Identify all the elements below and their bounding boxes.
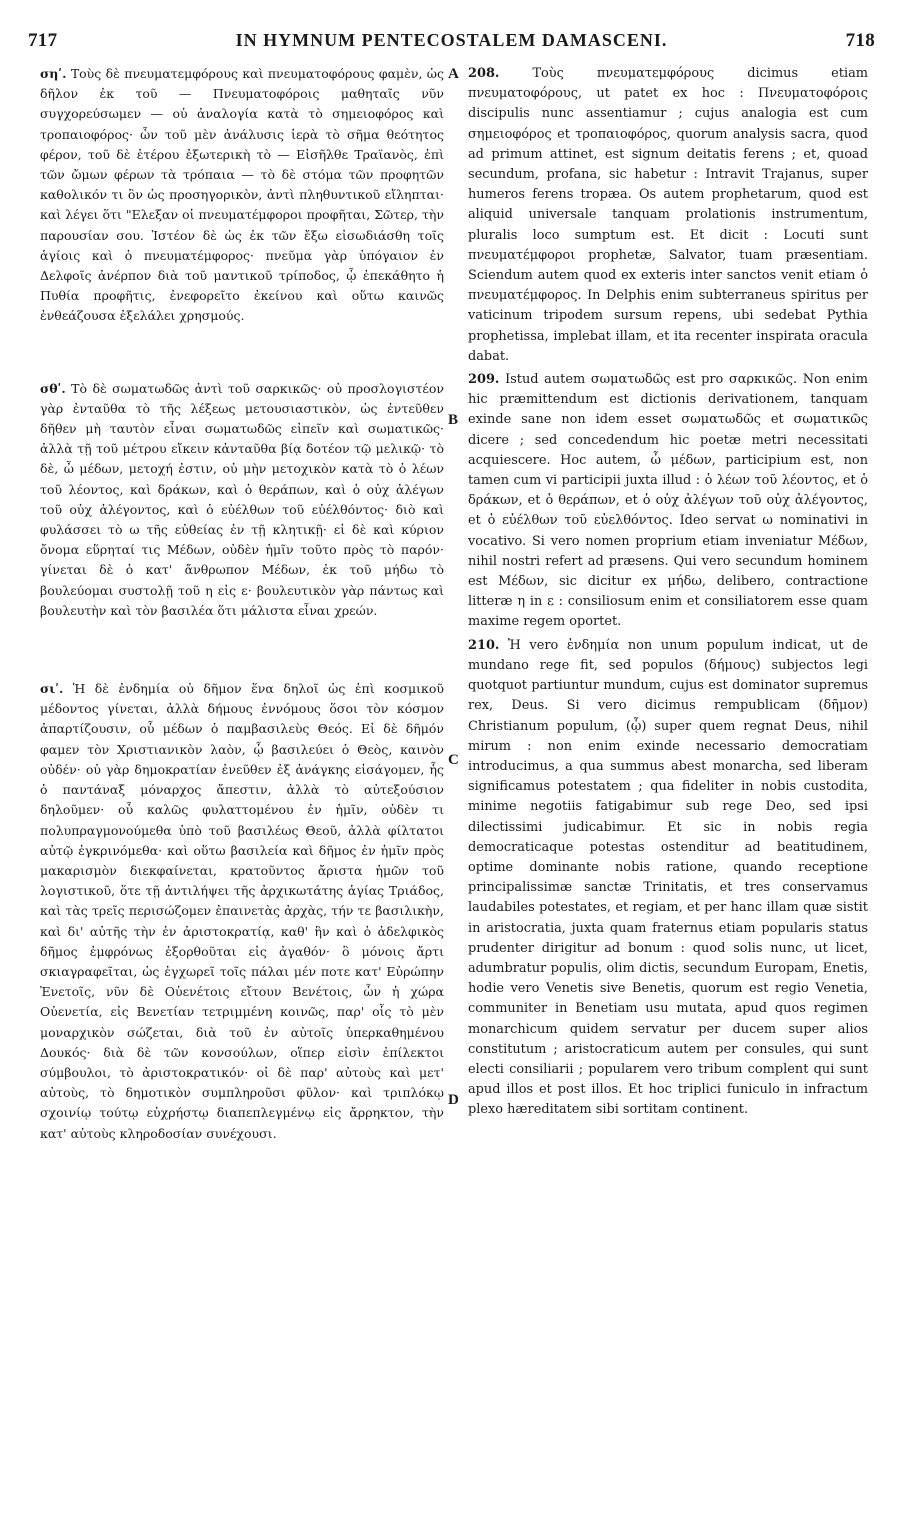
latin-paragraph-208 [468, 64, 868, 367]
latin-section-number: 210. [468, 637, 500, 653]
greek-column [40, 64, 444, 1144]
latin-column [468, 64, 868, 1121]
left-page-number: 717 [28, 30, 58, 51]
margin-marker-b: B [448, 412, 459, 428]
latin-paragraph-210 [468, 636, 868, 1121]
greek-section-number: σθʹ. [40, 380, 66, 396]
running-header [28, 30, 875, 56]
greek-paragraph-209 [40, 379, 444, 621]
greek-paragraph-text: Τὸ δὲ σωματωδῶς ἀντὶ τοῦ σαρκικῶς· οὐ προσλογιστέον γὰρ ἐνταῦθα τὸ τῆς λέξεως μετουσιαστικὸν, ὡς ἐντεῦθεν δῆθεν μὴ ταυτὸν εἶναι σωματωδῶς εἰπεῖν καὶ σωματικῶς· ἀλλὰ τῇ τοῦ μέτρου εἴκειν κἀνταῦθα βίᾳ δοτέον τῷ μελικῷ· τὸ δὲ, ὦ μέδων, μετοχή ἐστιν, οὐ μὴν μετοχικὸν κατὰ τὸ ὁ λέων τοῦ λέοντος, καὶ δράκων, καὶ ὁ θεράπων, καὶ ὁ οὐχ ἀλέγων τοῦ οὐχ ἀλέγοντος, καὶ ὁ εὐέλθων τοῦ εὐέλθόντος· διὸ καὶ φυλάσσει τὸ ω τῆς εὐθείας ἐν τῇ κλητικῇ· εἰ δὲ καὶ κύριον ὄνομα εὕρηταί τις Μέδων, οὐδὲν ἡμῖν τοῦτο πρὸς τὸ παρόν· γίνεται δὲ ὁ κατ' ἄνθρωπον Μέδων, ἐκ τοῦ μήδω τὸ βουλεύομαι συστολῇ τοῦ η εἰς ε· βουλευτικὸν γὰρ πάντως καὶ βουλευτὴν καὶ τὸν βασιλέα ὅτι μάλιστα εἶναι χρεών. [40, 380, 444, 618]
greek-section-number: σηʹ. [40, 66, 67, 81]
greek-paragraph-210 [40, 679, 444, 1144]
margin-marker-d: D [448, 1092, 459, 1108]
greek-paragraph-208 [40, 64, 444, 327]
running-title: IN HYMNUM PENTECOSTALEM DAMASCENI. [235, 30, 668, 50]
latin-paragraph-209 [468, 370, 868, 633]
greek-paragraph-text: Τοὺς δὲ πνευματεμφόρους καὶ πνευματοφόρους φαμὲν, ὡς δῆλον ἐκ τοῦ — Πνευματοφόροις μαθηταῖς νῦν συγχορεύσωμεν — οὐ ἀναλογία κατὰ τὸ σημειοφόρος καὶ τροπαιοφόρος· ὧν τοῦ μὲν ἀνάλυσις ἱερὰ τὸ σῆμα θεότητος φέρον, τοῦ δὲ ἑτέρου ἐξωτερικὴ τὸ — Εἰσῆλθε Τραϊανὸς, ἐπὶ τῶν ὤμων φέρων τὰ τρόπαια — τὸ δὲ στόμα τῶν προφητῶν καθολικόν τι ὂν ὡς προσηγορικὸν, ἀντὶ πληθυντικοῦ εἴληπται· καὶ λέγει ὅτι "Ελεξαν οἱ πνευματέμφοροι προφῆται, Σῶτερ, τὴν παρουσίαν σου. Ἰστέον δὲ ὡς ἐκ τῶν ἔξω εἰσωδιάσθη τοῖς ἁγίοις καὶ ὁ πνευματέμφορος· πνεῦμα γὰρ ὑπόγαιον ἐν Δελφοῖς ἀνέρπον διὰ τοῦ μαντικοῦ τρίποδος, ᾧ ἐπεκάθητο ἡ Πυθία προφῆτις, ἐνεφορεῖτο ἐκείνου καὶ οὕτω καινῶς ἐνθεάζουσα ἐξελάλει χρησμούς. [40, 66, 444, 324]
latin-paragraph-text: Istud autem σωματωδῶς est pro σαρκικῶς. Non enim hic præmittendum est dictionis derivationem, tanquam exinde sane non idem esset σωματωδῶς et σωματικῶς dicere ; sed concedendum hic poetæ metri necessitati acquiescere. Hoc autem, ὦ μέδων, participium est, non tamen cum vi participii juxta illud : ὁ λέων τοῦ λέοντος, et ὁ δράκων, et ὁ θεράπων, et ὁ οὐχ ἀλέγων τοῦ οὐχ ἀλέγοντος, et ὁ εὐέλθων τοῦ εὐελθόντος. Ideo servat ω nominativi in vocativo. Si vero nomen proprium etiam inveniatur Μέδων, nihil nostri refert ad præsens. Qui vero secundum hominem est Μέδων, sic dicitur ex μήδω, delibero, contractione litteræ η in ε : consiliosum enim et consiliatorem esse quam maxime regem oportet. [468, 372, 868, 630]
latin-paragraph-text: Ἡ vero ἐνδημία non unum populum indicat, ut de mundano rege fit, sed populos (δήμους) subjectos legi quotquot partiuntur mundum, cujus est dominator supremus rex, Deus. Si vero dicimus rempublicam (δῆμον) Christianum populum, (ᾧ) super quem regnat Deus, nihil mirum : non enim exinde necessario democratiam introducimus, a qua summus abest monarcha, sed liberam significamus potestatem ; qua fideliter in nobis custodita, minime negotiis fatigabimur sub rege Deo, sed ipsi dilectissimi judicabimur. Et sic in nobis regia democraticaque potestas ostenditur ad beatitudinem, optime dominante nobis ratione, quando receptione principalissimæ sanctæ Trinitatis, et tres conservamus laudabiles potestates, et regiam, et per hanc illam quæ sistit in aristocratia, juxta quam fraternus etiam popularis status prudenter dirigitur ad bonum : quod solis nunc, ut licet, adumbratur populis, olim dictis, secundum Europam, Enetis, hodie vero Venetis sive Benetis, quorum est regio Venetia, communiter in Benetiam usu mutata, apud quos regimen monarchicum quidem servatur per ducem super alios constitutum ; aristocraticum autem per consules, qui sunt electi consiliarii ; popularem vero tribum complent qui sunt apud illos et post illos. Et hoc triplici funiculo in infractum plexo hæreditatem sibi sortitam continent. [468, 637, 868, 1118]
right-page-number: 718 [845, 30, 875, 51]
margin-marker-c: C [448, 752, 459, 768]
latin-paragraph-text: Τοὺς πνευματεμφόρους dicimus etiam πνευματοφόρους, ut patet ex hoc : Πνευματοφόροις discipulis nunc assentiamur ; cujus analogia est cum σημειοφόρος et τροπαιοφόρος, quorum analysis sacra, quod ad primum attinet, est signum deitatis ferens ; et, quoad secundum, profana, sic habetur : Intravit Trajanus, super humeros ferens tropæa. Os autem prophetarum, quod est aliquid universale tanquam prolationis instrumentum, pluralis loco sumptum est. Et dicit : Locuti sunt πνευματέμφοροι prophetæ, Salvator, tuam præsentiam. Sciendum autem quod ex exteris inter sanctos venit etiam ὁ πνευματέμφορος. In Delphis enim subterraneus spiritus per vaticinum tripodem sursum repens, ubi sedebat Pythia prophetissa, implebat illam, et ita recenter inspirata oracula dabat. [468, 66, 868, 364]
latin-section-number: 208. [468, 66, 500, 81]
latin-section-number: 209. [468, 372, 500, 388]
greek-section-number: σιʹ. [40, 681, 64, 697]
margin-marker-a: A [448, 66, 459, 82]
greek-paragraph-text: Ἡ δὲ ἐνδημία οὐ δῆμον ἕνα δηλοῖ ὡς ἐπὶ κοσμικοῦ μέδοντος γίνεται, ἀλλὰ δήμους ἐννόμους ὅσοι τὸν κόσμον ἀπαρτίζουσιν, οὗ μέδων ὁ παμβασιλεὺς Θεός. Εἰ δὲ δῆμόν φαμεν τὸν Χριστιανικὸν λαὸν, ᾧ βασιλεύει ὁ Θεὸς, καινὸν οὐδέν· οὐ γὰρ δημοκρατίαν ἐνεῦθεν ἐξ ἀνάγκης εἰσάγομεν, ἧς ὁ παντάναξ μόναρχος ἄπεστιν, ἀλλὰ τὸ αὐτεξούσιον δηλοῦμεν· οὗ καλῶς φυλαττομένου ἐν ἡμῖν, οὐδὲν τι πολυπραγμονούμεθα ὑπὸ τοῦ βασιλέως Θεοῦ, ἀλλὰ φίλτατοι αὐτῷ ἐγκρινόμεθα· καὶ οὕτω βασιλεία καὶ δῆμος ἐν ἡμῖν πρὸς μακαρισμὸν διεκφαίνεται, κρατοῦντος ἄριστα ἡμῶν τοῦ λογιστικοῦ, ὅτε τῇ ἀντιλήψει τῆς ἀρχικωτάτης ἁγίας Τριάδος, καὶ τὰς τρεῖς περισώζομεν ἐπαινετὰς ἀρχὰς, τήν τε βασιλικὴν, καὶ δι' αὐτῆς τὴν ἐν ἀριστοκρατίᾳ, καθ' ἣν καὶ ὁ ἀδελφικὸς δῆμος ἐμφρόνως ἐξορθοῦται εἰς ἀγαθόν· ὃ μόνοις ἄρτι σκιαγραφεῖται, ὡς ἐγχωρεῖ τοῖς πάλαι μέν ποτε κατ' Εὐρώπην Ἐνετοῖς, νῦν δὲ Οὐενέτοις εἴτουν Βενέτοις, ὧν ἡ χώρα Οὐενετία, εἰς Βενετίαν τετριμμένη κοινῶς, παρ' οἷς τὸ μὲν μοναρχικὸν σώζεται, διὰ τοῦ ἐν αὐτοῖς ὑπερκαθημένου Δουκός· διὰ δὲ τῶν κονσούλων, οἵπερ εἰσὶν ἐπίλεκτοι σύμβουλοι, τὸ ἀριστοκρατικόν· οἱ δὲ παρ' αὐτοὺς καὶ μετ' αὐτοὺς, τὸ δημοτικὸν συμπληροῦσι φῦλον· καὶ τριπλόκῳ σχοινίῳ τούτῳ εὐχρήστῳ διαπεπλεγμένῳ εἰς ἄρρηκτον, τὴν κατ' αὐτοὺς κληροδοσίαν συνέχουσι. [40, 681, 444, 1141]
